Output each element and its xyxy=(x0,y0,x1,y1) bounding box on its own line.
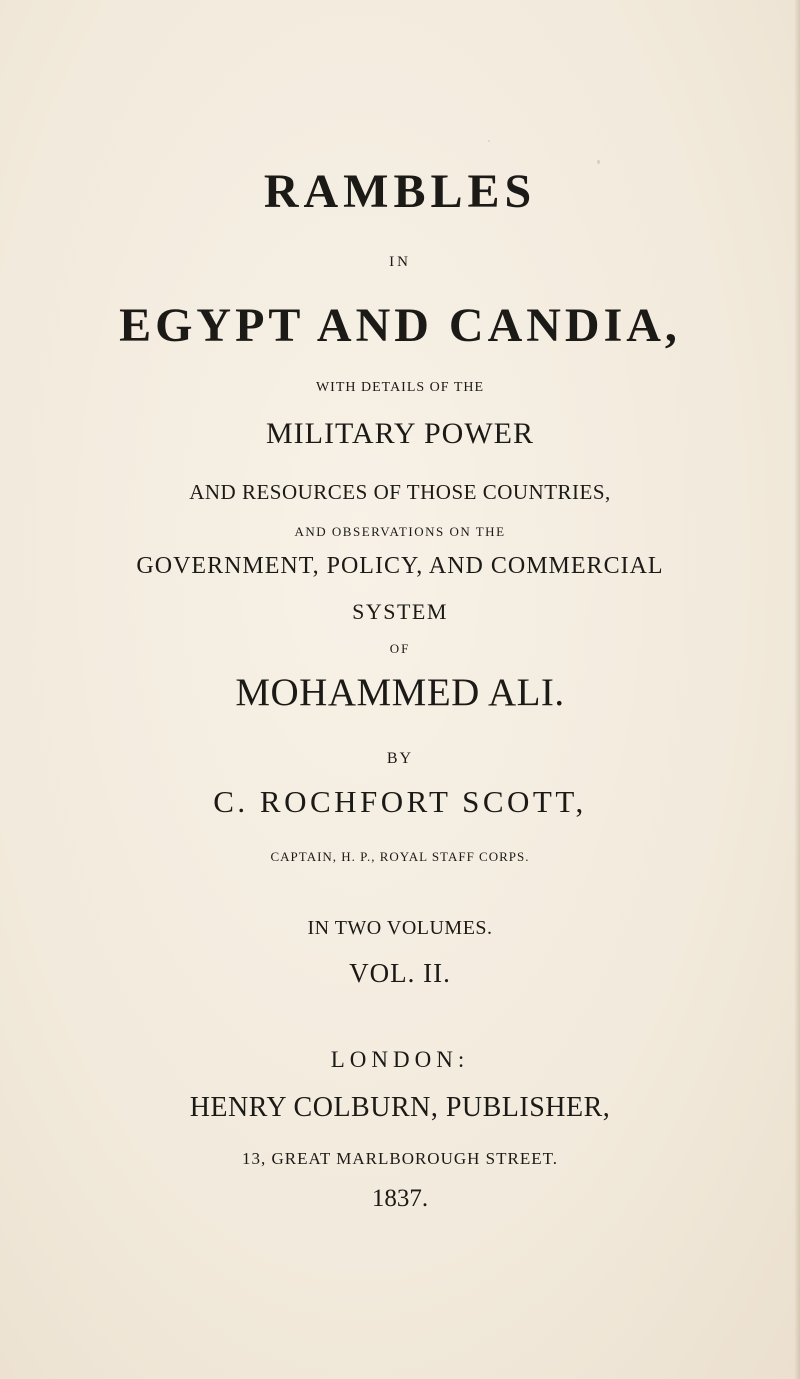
by-line: BY xyxy=(386,750,414,767)
paper-speck xyxy=(488,140,490,142)
imprint-publisher: HENRY COLBURN, PUBLISHER, xyxy=(189,1092,611,1123)
with-details-line: WITH DETAILS OF THE xyxy=(315,380,485,395)
resources-line: AND RESOURCES OF THOSE COUNTRIES, xyxy=(189,480,611,504)
book-title: RAMBLES xyxy=(263,165,537,218)
military-power-line: MILITARY POWER xyxy=(266,417,534,450)
imprint-city: LONDON: xyxy=(330,1047,470,1072)
title-connector-in: IN xyxy=(389,254,411,270)
book-subtitle: EGYPT AND CANDIA, xyxy=(119,299,681,352)
mohammed-ali-line: MOHAMMED ALI. xyxy=(235,671,565,714)
volume-count: IN TWO VOLUMES. xyxy=(307,917,493,939)
system-line: SYSTEM xyxy=(352,599,448,624)
of-line: OF xyxy=(389,641,411,656)
author-name: C. ROCHFORT SCOTT, xyxy=(213,784,587,819)
observations-line: AND OBSERVATIONS ON THE xyxy=(294,524,506,539)
imprint-year: 1837. xyxy=(371,1185,429,1212)
government-line: GOVERNMENT, POLICY, AND COMMERCIAL xyxy=(136,553,664,579)
imprint-address: 13, GREAT MARLBOROUGH STREET. xyxy=(242,1149,558,1168)
author-rank: CAPTAIN, H. P., ROYAL STAFF CORPS. xyxy=(270,849,530,864)
volume-number: VOL. II. xyxy=(349,958,451,988)
